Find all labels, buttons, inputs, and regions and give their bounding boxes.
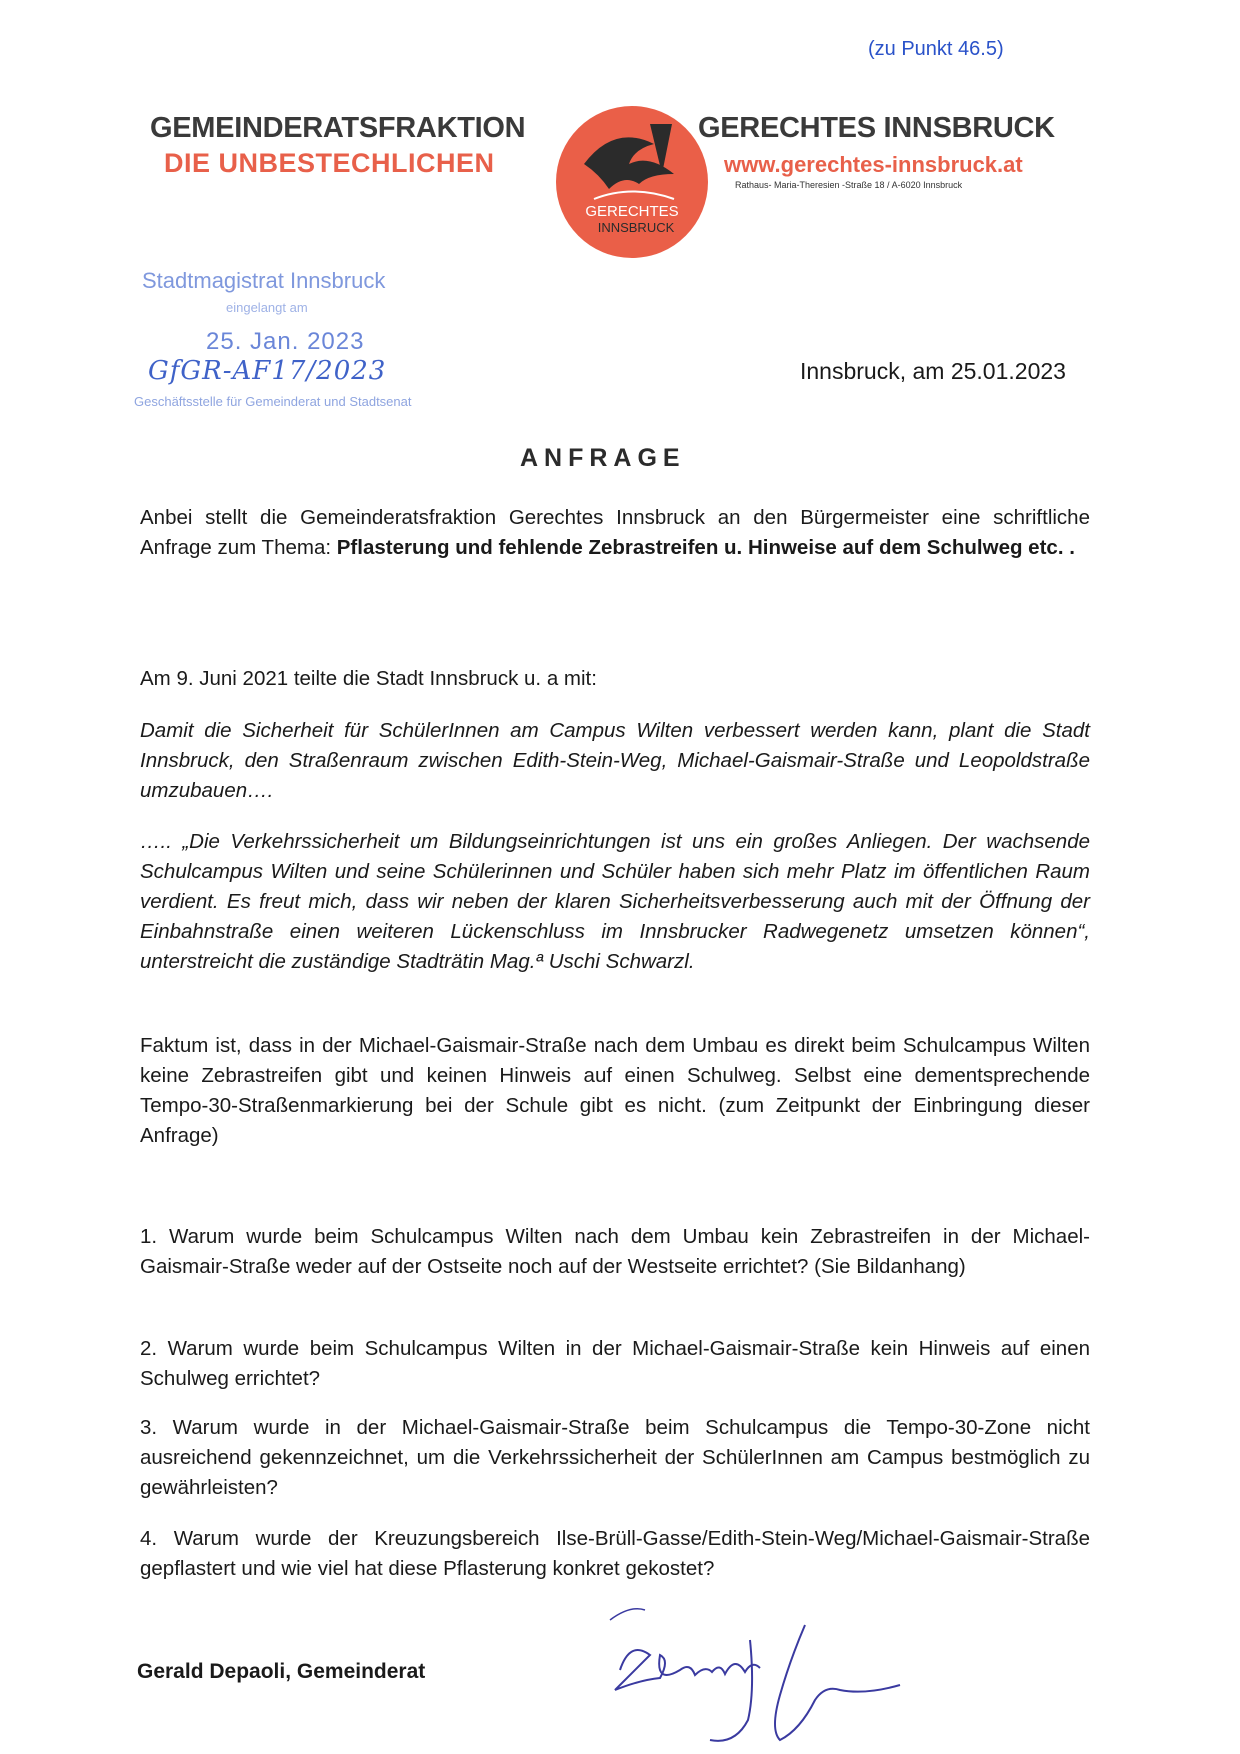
logo-text-bottom: INNSBRUCK [597,220,675,235]
question-1: 1. Warum wurde beim Schulcampus Wilten nach dem Umbau kein Zebrastreifen in der Michael-Gaismair-Straße weder auf der Ostseite noch auf der Westseite errichtet? (Sie Bildanhang) [140,1225,1090,1278]
intro-topic: Pflasterung und fehlende Zebrastreifen u. Hinweise auf dem Schulweg etc. . [336,536,1075,559]
quote-plan: Damit die Sicherheit für SchülerInnen am Campus Wilten verbessert werden kann, plant die Stadt Innsbruck, den Straßenraum zwischen Edith-Stein-Weg, Michael-Gaismair-Straße und Leopoldstraße umzubauen…. [140,719,1090,802]
quote-councillor: ….. „Die Verkehrssicherheit um Bildungseinrichtungen ist uns ein großes Anliegen. Der wachsende Schulcampus Wilten und seine Schülerinnen und Schüler haben sich mehr Platz im öffentlichen Raum verdient. Es freut mich, dass wir neben der klaren Sicherheitsverbesserung auch mit der Öffnung der Einbahnstraße einen weiteren Lückenschluss im Innsbrucker Radwegenetz umsetzen können“, unterstreicht die zuständige Stadträtin Mag.ª Uschi Schwarzl. [140,830,1090,973]
party-address: Rathaus- Maria-Theresien -Straße 18 / A-6020 Innsbruck [735,180,963,190]
stamp-file-number: GfGR-AF17/2023 [148,356,387,386]
party-website: www.gerechtes-innsbruck.at [724,152,1023,177]
document-date: Innsbruck, am 25.01.2023 [800,358,1066,384]
handwritten-signature [600,1600,920,1750]
stamp-office: Stadtmagistrat Innsbruck [142,268,386,293]
question-3: 3. Warum wurde in der Michael-Gaismair-Straße beim Schulcampus die Tempo-30-Zone nicht ausreichend gekennzeichnet, um die Verkehrssicherheit der SchülerInnen am Campus bestmöglich zu gewährleisten? [140,1416,1090,1499]
document-title: ANFRAGE [520,444,686,472]
party-logo [554,104,710,260]
party-name: GERECHTES INNSBRUCK [698,112,1055,144]
context-intro: Am 9. Juni 2021 teilte die Stadt Innsbruck u. a mit: [140,667,597,690]
stamp-department: Geschäftsstelle für Gemeinderat und Stadtsenat [134,394,412,409]
intro-text: Anbei stellt die Gemeinderatsfraktion Gerechtes Innsbruck an den Bürgermeister eine schriftliche Anfrage zum Thema: [140,506,1090,559]
signer-name: Gerald Depaoli, Gemeinderat [137,1660,426,1683]
faction-name: GEMEINDERATSFRAKTION [150,112,526,144]
logo-text-top: GERECHTES [585,203,679,220]
receipt-stamp [130,264,450,424]
stamp-date: 25. Jan. 2023 [206,328,365,355]
faction-slogan: DIE UNBESTECHLICHEN [164,148,495,178]
fact-paragraph: Faktum ist, dass in der Michael-Gaismair-Straße nach dem Umbau es direkt beim Schulcampus Wilten keine Zebrastreifen gibt und keinen Hinweis auf einen Schulweg. Selbst eine dementsprechende Tempo-30-Straßenmarkierung bei der Schule gibt es nicht. (zum Zeitpunkt der Einbringung dieser Anfrage) [140,1034,1090,1147]
question-2: 2. Warum wurde beim Schulcampus Wilten in der Michael-Gaismair-Straße kein Hinweis auf einen Schulweg errichtet? [140,1337,1090,1390]
agenda-reference: (zu Punkt 46.5) [868,38,1004,60]
intro-paragraph [140,503,1090,563]
stamp-received-label: eingelangt am [226,300,308,315]
question-4: 4. Warum wurde der Kreuzungsbereich Ilse-Brüll-Gasse/Edith-Stein-Weg/Michael-Gaismair-Straße gepflastert und wie viel hat diese Pflasterung konkret gekostet? [140,1527,1090,1580]
